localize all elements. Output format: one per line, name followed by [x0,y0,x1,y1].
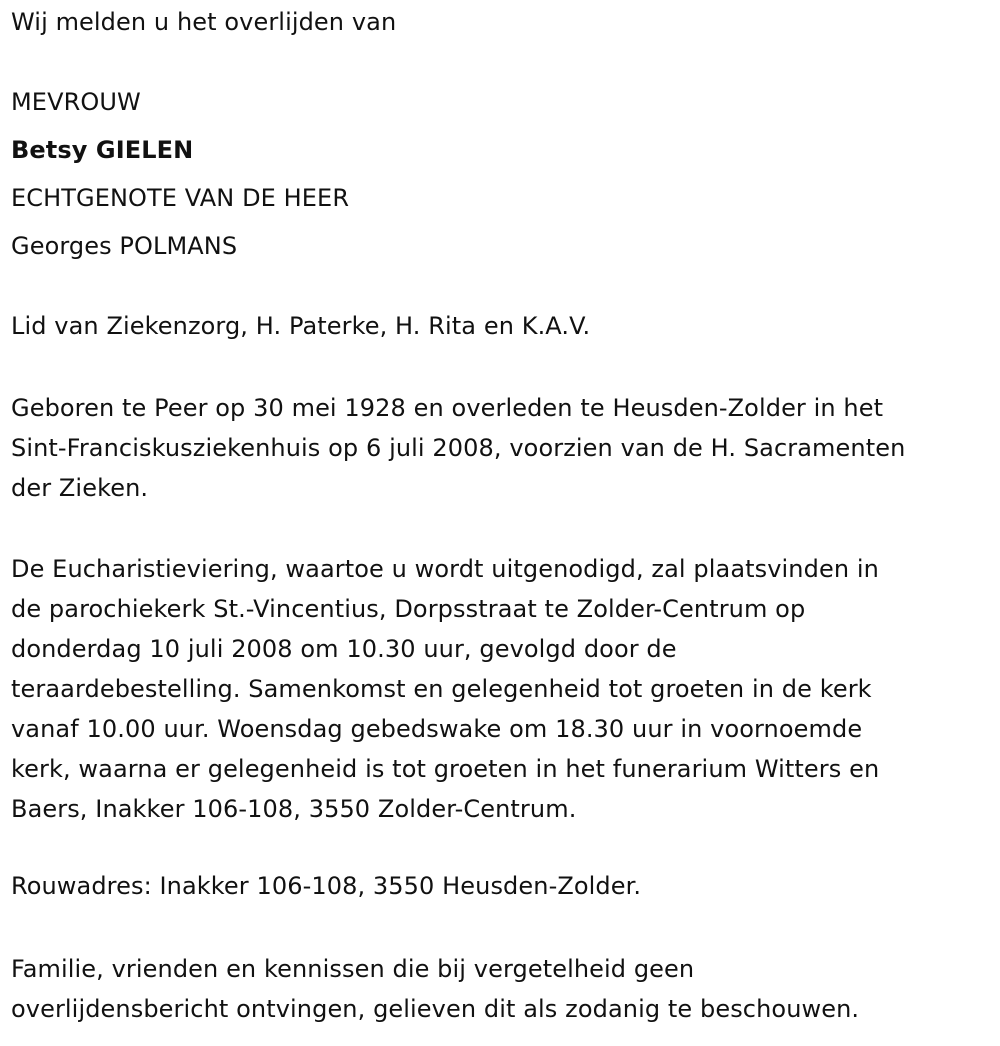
membership-text: Lid van Ziekenzorg, H. Paterke, H. Rita en K.A.V. [11,312,591,340]
closing-paragraph [11,949,991,1029]
ceremony-paragraph [11,549,991,829]
mourning-address: Rouwadres: Inakker 106-108, 3550 Heusden-Zolder. [11,872,642,900]
paragraph-line: De Eucharistieviering, waartoe u wordt uitgenodigd, zal plaatsvinden in [11,555,879,583]
paragraph-line: de parochiekerk St.-Vincentius, Dorpsstraat te Zolder-Centrum op [11,595,806,623]
paragraph-line: overlijdensbericht ontvingen, gelieven dit als zodanig te beschouwen. [11,995,860,1023]
paragraph-line: Geboren te Peer op 30 mei 1928 en overleden te Heusden-Zolder in het [11,394,884,422]
paragraph-line: der Zieken. [11,474,149,502]
intro-text: Wij melden u het overlijden van [11,8,397,36]
deceased-name: Betsy GIELEN [11,136,194,164]
paragraph-line: kerk, waarna er gelegenheid is tot groeten in het funerarium Witters en [11,755,880,783]
paragraph-line: teraardebestelling. Samenkomst en gelegenheid tot groeten in de kerk [11,675,872,703]
title-label: MEVROUW [11,88,141,116]
paragraph-line: vanaf 10.00 uur. Woensdag gebedswake om 18.30 uur in voornoemde [11,715,863,743]
spouse-label: ECHTGENOTE VAN DE HEER [11,184,350,212]
spouse-name: Georges POLMANS [11,232,238,260]
paragraph-line: donderdag 10 juli 2008 om 10.30 uur, gevolgd door de [11,635,677,663]
paragraph-line: Baers, Inakker 106-108, 3550 Zolder-Centrum. [11,795,577,823]
birth-death-paragraph [11,388,991,508]
paragraph-line: Familie, vrienden en kennissen die bij vergetelheid geen [11,955,695,983]
paragraph-line: Sint-Franciskusziekenhuis op 6 juli 2008, voorzien van de H. Sacramenten [11,434,906,462]
